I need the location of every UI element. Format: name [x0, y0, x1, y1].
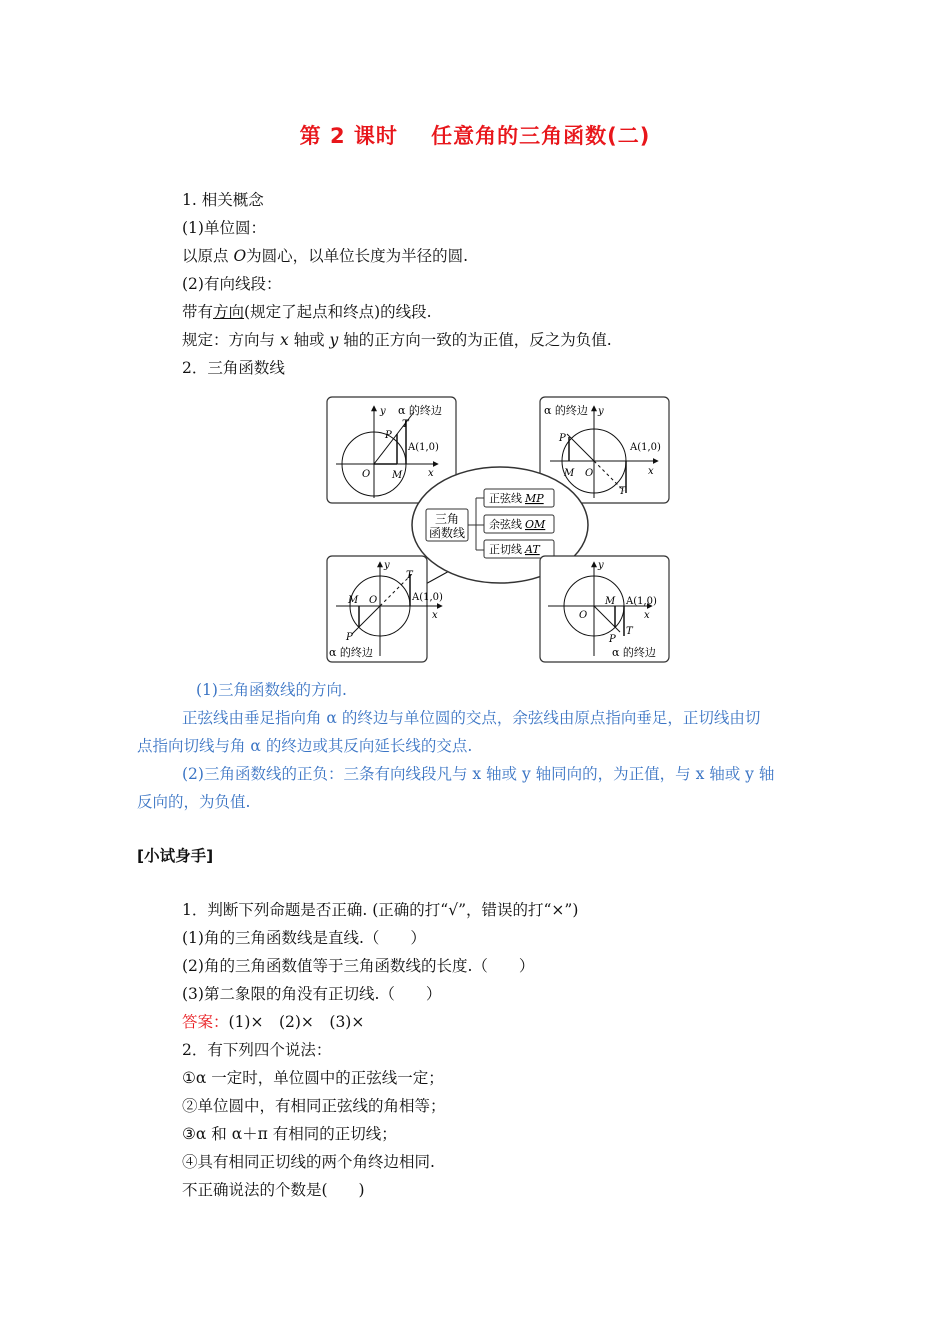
branch-cosine-value: OM [525, 518, 546, 531]
answer-text: (1)× (2)× (3)× [228, 1013, 365, 1031]
point-label-m: M [605, 596, 616, 607]
branch-sine-name: 正弦线 [489, 492, 522, 505]
sign-text-line1: (2)三角函数线的正负：三条有向线段凡与 x 轴或 y 轴同向的，为正值，与 x 轴或 y 轴 [182, 765, 775, 783]
text-part: (规定了起点和终点)的线段. [244, 303, 432, 321]
point-label-m: M [564, 468, 575, 479]
question-2-item-2: ②单位圆中，有相同正弦线的角相等； [182, 1097, 446, 1115]
point-label-t: T [406, 570, 413, 581]
axis-label-x: x [428, 468, 434, 479]
axis-label-y: y [380, 406, 386, 417]
question-1-item-3: (3)第二象限的角没有正切线.（ ） [182, 985, 442, 1003]
direction-text-line2: 点指向切线与角 α 的终边或其反向延长线的交点. [137, 737, 473, 755]
question-1: 1．判断下列命题是否正确. (正确的打“√”，错误的打“×”) [182, 901, 579, 919]
point-label-m: M [392, 470, 403, 481]
terminal-side-label: α 的终边 [398, 404, 442, 417]
center-label-top: 三角 [434, 512, 460, 526]
terminal-side-label: α 的终边 [329, 646, 373, 659]
axis-label-x: x [648, 466, 654, 477]
point-label-p: P [559, 433, 566, 444]
question-1-item-2: (2)角的三角函数值等于三角函数线的长度.（ ） [182, 957, 535, 975]
y-symbol: y [329, 331, 339, 349]
text-part: 以原点 [182, 247, 234, 265]
branch-sine [489, 491, 544, 505]
axis-label-y: y [598, 560, 604, 571]
direction-text-line1: 正弦线由垂足指向角 α 的终边与单位圆的交点，余弦线由原点指向垂足，正切线由切 [182, 709, 761, 727]
section2-heading: 2．三角函数线 [182, 359, 285, 377]
point-label-m: M [348, 595, 359, 606]
axis-label-y: y [598, 406, 604, 417]
point-label-a: A(1,0) [626, 596, 657, 607]
branch-cosine [489, 517, 546, 531]
origin-label: O [369, 595, 378, 606]
sign-text-line2: 反向的，为负值. [137, 793, 251, 811]
branch-cosine-name: 余弦线 [489, 518, 522, 531]
unit-circle-label: (1)单位圆： [182, 219, 266, 237]
branch-sine-value: MP [525, 492, 544, 505]
underlined-word: 方向 [213, 303, 245, 321]
practice-heading: [小试身手] [137, 847, 214, 865]
origin-symbol: O [233, 247, 247, 265]
branch-tangent-value: AT [525, 543, 540, 556]
terminal-side-label: α 的终边 [544, 404, 588, 417]
axis-label-x: x [644, 610, 650, 621]
section1-heading: 1. 相关概念 [182, 191, 264, 209]
point-label-p: P [385, 430, 392, 441]
question-2: 2．有下列四个说法： [182, 1041, 332, 1059]
point-label-a: A(1,0) [630, 442, 661, 453]
panel-fourth-quadrant [540, 556, 669, 662]
center-label-bottom: 函数线 [428, 526, 466, 540]
terminal-side-label: α 的终边 [612, 646, 656, 659]
question-2-prompt: 不正确说法的个数是( ) [182, 1181, 365, 1199]
direction-heading: (1)三角函数线的方向. [196, 681, 347, 699]
unit-circle-definition [182, 246, 468, 266]
point-label-t: T [619, 486, 626, 497]
text-part: 轴的正方向一致的为正值，反之为负值. [338, 331, 612, 349]
text-part: 规定：方向与 [182, 331, 280, 349]
question-2-item-3: ③α 和 α＋π 有相同的正切线； [182, 1125, 397, 1143]
text-part: 为圆心，以单位长度为半径的圆. [246, 247, 469, 265]
question-2-item-4: ④具有相同正切线的两个角终边相同. [182, 1153, 435, 1171]
origin-label: O [585, 468, 594, 479]
point-label-p: P [609, 634, 616, 645]
branch-tangent [489, 542, 541, 556]
directed-segment-label: (2)有向线段： [182, 275, 282, 293]
text-part: 轴或 [288, 331, 330, 349]
origin-label: O [579, 610, 588, 621]
page-title: 第 2 课时 任意角的三角函数(二) [299, 124, 651, 148]
point-label-p: P [346, 632, 353, 643]
text-part: 带有 [182, 303, 214, 321]
answer-label: 答案： [182, 1013, 229, 1031]
point-label-a: A(1,0) [408, 442, 439, 453]
directed-segment-definition [182, 302, 432, 322]
branch-tangent-name: 正切线 [489, 543, 522, 556]
x-symbol: x [279, 331, 289, 349]
point-label-a: A(1,0) [412, 592, 443, 603]
axis-label-x: x [432, 610, 438, 621]
panel-third-quadrant [327, 556, 443, 662]
question-1-item-1: (1)角的三角函数线是直线.（ ） [182, 929, 426, 947]
sign-rule [182, 330, 612, 350]
question-2-item-1: ①α 一定时，单位圆中的正弦线一定； [182, 1069, 444, 1087]
point-label-t: T [402, 419, 409, 430]
answer-1 [182, 1012, 364, 1032]
trig-lines-diagram [322, 394, 674, 666]
origin-label: O [362, 469, 371, 480]
point-label-t: T [626, 626, 633, 637]
axis-label-y: y [384, 560, 390, 571]
